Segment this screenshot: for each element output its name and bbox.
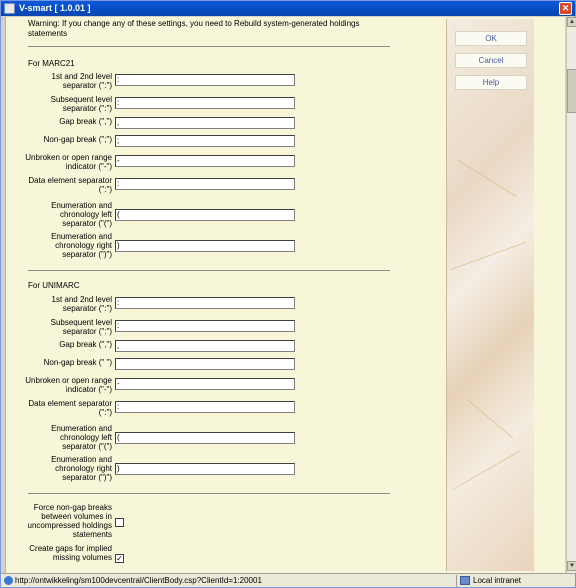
scroll-up-arrow-icon[interactable]: ▲ [567,17,576,27]
marc21-field-input[interactable]: : [115,74,295,86]
button-panel [446,19,534,571]
unimarc-field-label: Data element separator (":") [28,399,112,417]
app-icon [4,3,15,14]
marc21-field-label: Data element separator (":") [28,176,112,194]
marble-vein [451,242,527,270]
cancel-button[interactable]: Cancel [455,53,527,68]
title-bar[interactable] [1,1,575,16]
unimarc-field-label: Unbroken or open range indicator ("-") [25,376,112,394]
unimarc-field-label: 1st and 2nd level separator (":") [51,295,112,313]
status-separator [456,575,457,587]
warning-text: Warning: If you change any of these settings, you need to Rebuild system-generated holdings statements [28,19,360,38]
marc21-field-input[interactable]: ; [115,135,295,147]
marc21-section-title: For MARC21 [28,59,75,68]
marc21-field-input[interactable]: ( [115,209,295,221]
divider [28,46,390,47]
unimarc-field-label: Subsequent level separator (":") [50,318,112,336]
scroll-down-arrow-icon[interactable]: ▼ [567,561,576,571]
force-nongap-checkbox[interactable] [115,518,124,527]
ie-page-icon [4,576,13,585]
intranet-zone-icon [460,576,470,585]
create-gaps-label: Create gaps for implied missing volumes [29,544,112,562]
unimarc-field-input[interactable]: , [115,340,295,352]
unimarc-field-label: Non-gap break (" ") [43,358,112,367]
unimarc-field-input[interactable]: : [115,297,295,309]
marc21-field-label: Non-gap break (";") [43,135,112,144]
close-icon[interactable]: ✕ [559,2,572,15]
unimarc-field-input[interactable]: - [115,378,295,390]
scroll-thumb[interactable] [567,69,576,113]
ok-button[interactable]: OK [455,31,527,46]
status-zone: Local intranet [473,576,522,585]
help-button[interactable]: Help [455,75,527,90]
unimarc-field-input[interactable]: : [115,320,295,332]
marc21-field-label: Gap break (",") [59,117,112,126]
unimarc-field-input[interactable]: ( [115,432,295,444]
marc21-field-label: Enumeration and chronology left separator ("(") [51,201,112,228]
create-gaps-checkbox[interactable]: ✓ [116,554,123,563]
marble-vein [453,450,521,490]
marc21-field-label: Enumeration and chronology right separator (")") [51,232,112,259]
unimarc-section-title: For UNIMARC [28,281,80,290]
marble-vein [457,159,517,197]
unimarc-field-label: Gap break (",") [59,340,112,349]
marc21-field-input[interactable]: - [115,155,295,167]
divider [28,493,390,494]
marble-vein [467,399,514,438]
marc21-field-label: Unbroken or open range indicator ("-") [25,153,112,171]
status-bar [1,573,575,587]
settings-form [5,17,565,573]
vertical-scrollbar[interactable] [566,17,576,573]
marc21-field-label: Subsequent level separator (":") [50,95,112,113]
status-url: http://ontwikkeling/sm100devcentral/ClientBody.csp?ClientId=1:20001 [15,576,262,585]
marc21-field-input[interactable]: ) [115,240,295,252]
unimarc-field-label: Enumeration and chronology right separator (")") [51,455,112,482]
window-title: V-smart [ 1.0.01 ] [19,3,91,13]
marc21-field-label: 1st and 2nd level separator (":") [51,72,112,90]
unimarc-field-input[interactable]: : [115,401,295,413]
divider [28,270,390,271]
unimarc-field-input[interactable]: ) [115,463,295,475]
marc21-field-input[interactable]: , [115,117,295,129]
marc21-field-input[interactable]: : [115,97,295,109]
force-nongap-label: Force non-gap breaks between volumes in uncompressed holdings statements [27,503,112,539]
unimarc-field-label: Enumeration and chronology left separator ("(") [51,424,112,451]
unimarc-field-input[interactable] [115,358,295,370]
marc21-field-input[interactable]: : [115,178,295,190]
